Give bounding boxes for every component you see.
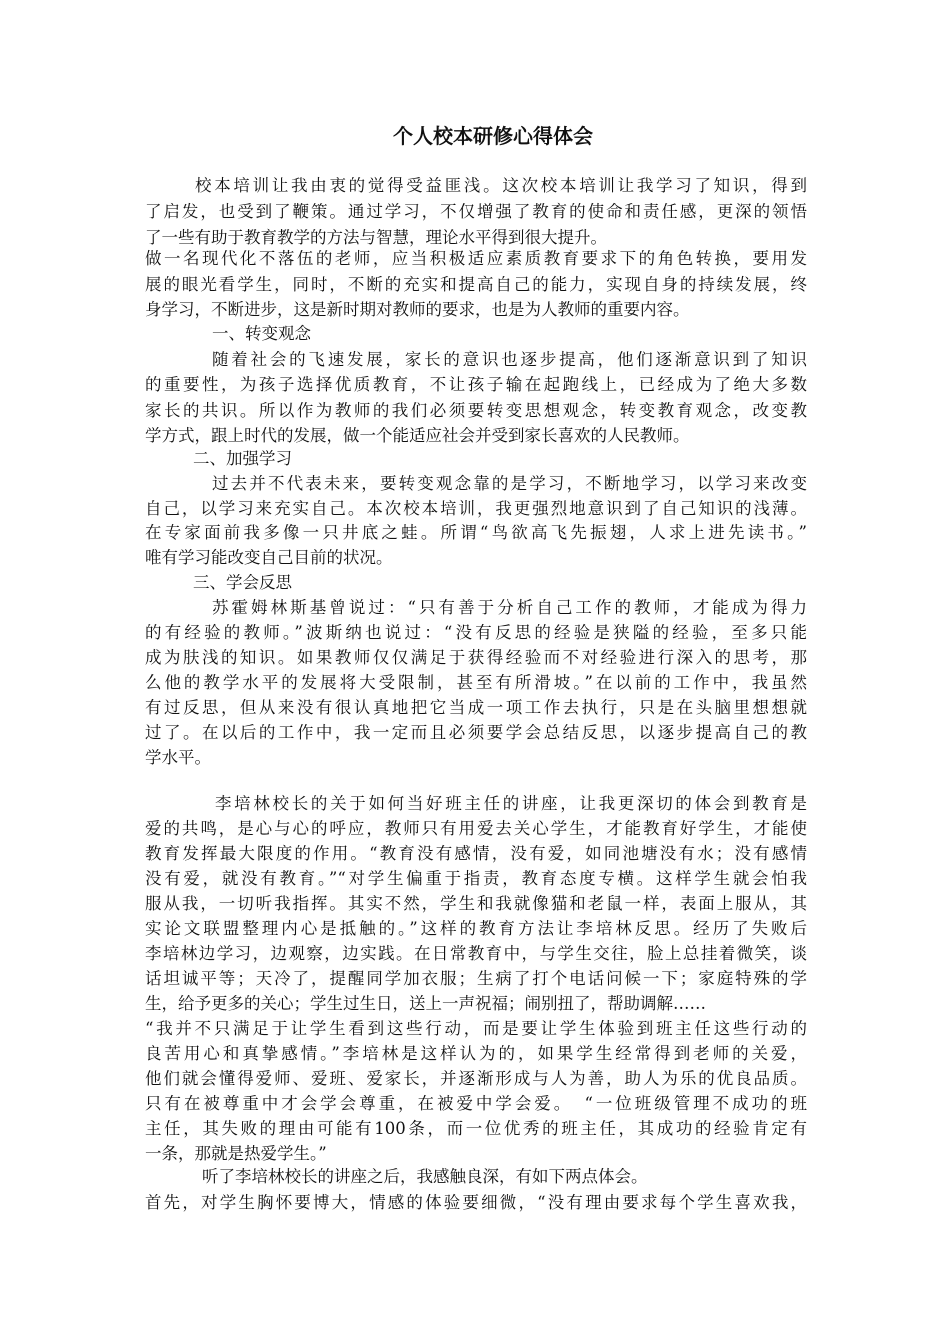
document-title: 个人校本研修心得体会	[393, 124, 593, 148]
text-line: 良苦用心和真挚感情。”李培林是这样认为的，如果学生经常得到老师的关爱，	[145, 1044, 807, 1063]
text-line: 实论文联盟整理内心是抵触的。”这样的教育方法让李培林反思。经历了失败后	[145, 919, 807, 938]
text-line: 身学习，不断进步，这是新时期对教师的要求，也是为人教师的重要内容。	[145, 300, 690, 319]
text-line: 唯有学习能改变自己目前的状况。	[145, 548, 393, 567]
text-line: 学方式，跟上时代的发展，做一个能适应社会并受到家长喜欢的人民教师。	[145, 426, 690, 445]
text-line: 过了。在以后的工作中，我一定而且必须要学会总结反思，以逐步提高自己的教	[145, 723, 807, 742]
text-line: 了一些有助于教育教学的方法与智慧，理论水平得到很大提升。	[145, 228, 607, 247]
section-heading: 二、加强学习	[193, 449, 292, 468]
text-line: 的有经验的教师。”波斯纳也说过：“没有反思的经验是狭隘的经验，至多只能	[145, 623, 807, 642]
text-line: 家长的共识。所以作为教师的我们必须要转变思想观念，转变教育观念，改变教	[145, 401, 807, 420]
text-line: “我并不只满足于让学生看到这些行动，而是要让学生体验到班主任这些行动的	[145, 1019, 807, 1038]
text-line: 服从我，一切听我指挥。其实不然，学生和我就像猫和老鼠一样，表面上服从，其	[145, 894, 807, 913]
text-line: 生，给予更多的关心；学生过生日，送上一声祝福；闹别扭了，帮助调解……	[145, 994, 706, 1013]
section-heading: 三、学会反思	[193, 573, 292, 592]
section-heading: 一、转变观念	[212, 324, 311, 343]
text-line: 校本培训让我由衷的觉得受益匪浅。这次校本培训让我学习了知识，得到	[195, 176, 807, 195]
text-line: 随着社会的飞速发展，家长的意识也逐步提高，他们逐渐意识到了知识	[212, 350, 807, 369]
text-line: 做一名现代化不落伍的老师，应当积极适应素质教育要求下的角色转换，要用发	[145, 249, 807, 268]
text-line: 么他的教学水平的发展将大受限制，甚至有所滑坡。”在以前的工作中，我虽然	[145, 673, 807, 692]
text-line: 自己，以学习来充实自己。本次校本培训，我更强烈地意识到了自己知识的浅薄。	[145, 499, 807, 518]
text-line: 李培林校长的关于如何当好班主任的讲座，让我更深切的体会到教育是	[215, 794, 807, 813]
text-line: 有过反思，但从来没有很认真地把它当成一项工作去执行，只是在头脑里想想就	[145, 698, 807, 717]
text-line: 一条，那就是热爱学生。”	[145, 1144, 327, 1163]
text-line: 首先，对学生胸怀要博大，情感的体验要细微，“没有理由要求每个学生喜欢我，	[145, 1193, 807, 1212]
text-line: 的重要性，为孩子选择优质教育，不让孩子输在起跑线上，已经成为了绝大多数	[145, 375, 807, 394]
text-line: 只有在被尊重中才会学会尊重，在被爱中学会爱。 “一位班级管理不成功的班	[145, 1094, 807, 1113]
text-line: 苏霍姆林斯基曾说过：“只有善于分析自己工作的教师，才能成为得力	[212, 598, 807, 617]
text-line: 话坦诚平等；天冷了，提醒同学加衣服；生病了打个电话问候一下；家庭特殊的学	[145, 969, 807, 988]
text-line: 过去并不代表未来，要转变观念靠的是学习，不断地学习，以学习来改变	[212, 474, 807, 493]
text-line: 主任，其失败的理由可能有100条，而一位优秀的班主任，其成功的经验肯定有	[145, 1119, 807, 1138]
text-line: 成为肤浅的知识。如果教师仅仅满足于获得经验而不对经验进行深入的思考，那	[145, 648, 807, 667]
text-line: 学水平。	[145, 748, 211, 767]
text-line: 没有爱，就没有教育。”“对学生偏重于指责，教育态度专横。这样学生就会怕我	[145, 869, 807, 888]
text-line: 展的眼光看学生，同时，不断的充实和提高自己的能力，实现自身的持续发展，终	[145, 275, 807, 294]
text-line: 教育发挥最大限度的作用。“教育没有感情，没有爱，如同池塘没有水；没有感情	[145, 844, 807, 863]
text-line: 他们就会懂得爱师、爱班、爱家长，并逐渐形成与人为善，助人为乐的优良品质。	[145, 1069, 807, 1088]
text-line: 在专家面前我多像一只井底之蛙。所谓“鸟欲高飞先振翅，人求上进先读书。”	[145, 523, 807, 542]
text-line: 爱的共鸣，是心与心的呼应，教师只有用爱去关心学生，才能教育好学生，才能使	[145, 819, 807, 838]
text-line: 听了李培林校长的讲座之后，我感触良深，有如下两点体会。	[202, 1167, 648, 1186]
text-line: 李培林边学习，边观察，边实践。在日常教育中，与学生交往，脸上总挂着微笑，谈	[145, 944, 807, 963]
text-line: 了启发，也受到了鞭策。通过学习，不仅增强了教育的使命和责任感，更深的领悟	[145, 202, 807, 221]
